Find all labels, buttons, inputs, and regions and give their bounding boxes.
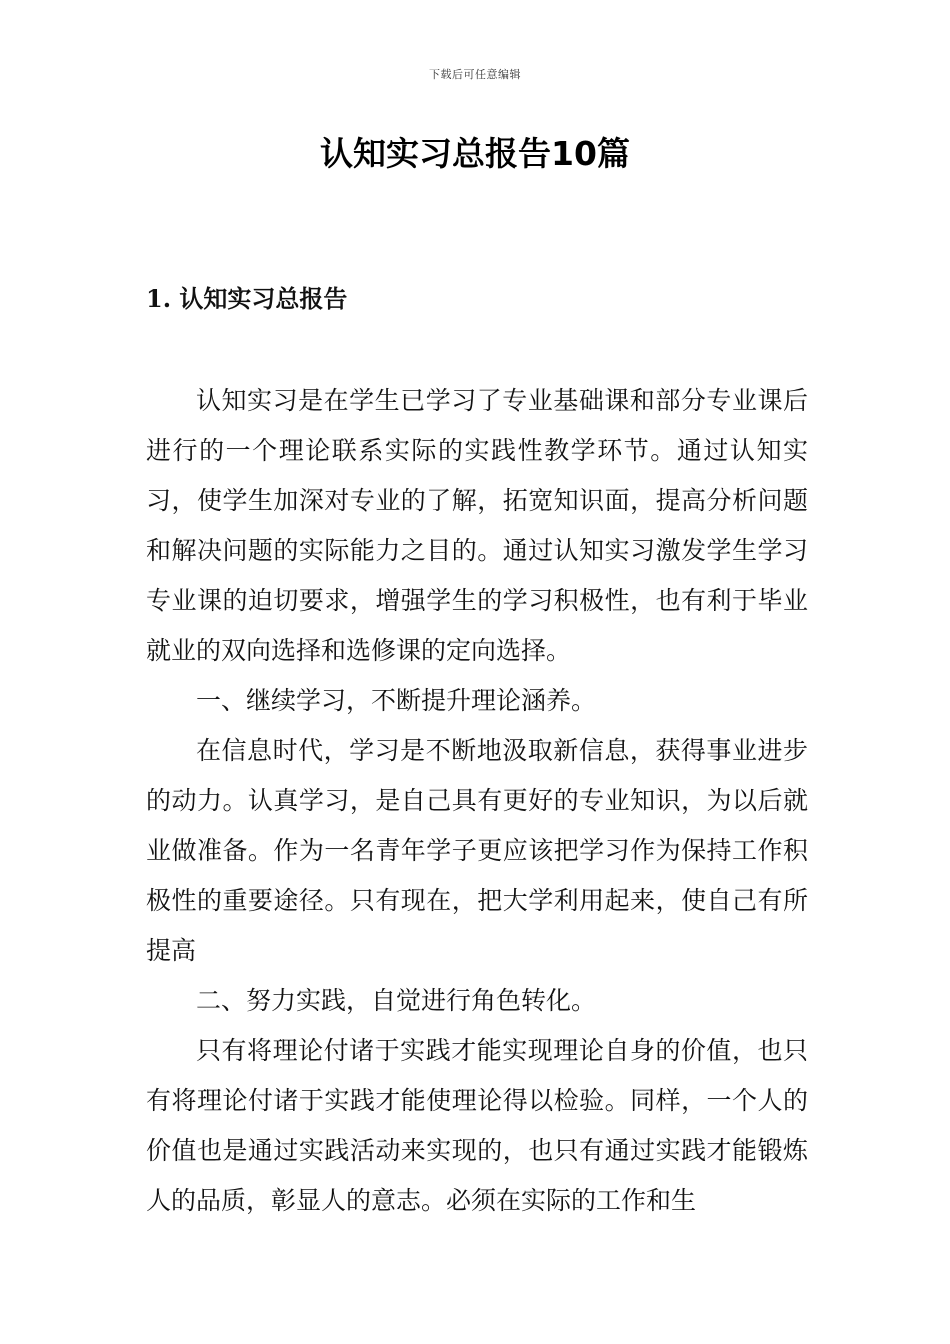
paragraph-study: 在信息时代，学习是不断地汲取新信息，获得事业进步的动力。认真学习，是自己具有更好的专业知识，为以后就业做准备。作为一名青年学子更应该把学习作为保持工作积极性的重要途径。只有现在，把大学利用起来，使自己有所提高 xyxy=(146,736,808,965)
paragraph-intro: 认知实习是在学生已学习了专业基础课和部分专业课后进行的一个理论联系实际的实践性教学环节。通过认知实习，使学生加深对专业的了解，拓宽知识面，提高分析问题和解决问题的实际能力之目的。通过认知实习激发学生学习专业课的迫切要求，增强学生的学习积极性，也有利于毕业就业的双向选择和选修课的定向选择。 xyxy=(146,386,808,665)
paragraph-practice: 只有将理论付诸于实践才能实现理论自身的价值，也只有将理论付诸于实践才能使理论得以检验。同样，一个人的价值也是通过实践活动来实现的，也只有通过实践才能锻炼人的品质，彰显人的意志。必须在实际的工作和生 xyxy=(146,1036,808,1215)
document-body xyxy=(146,376,808,1226)
document-title: 认知实习总报告10篇 xyxy=(320,134,630,173)
section-heading: 1. 认知实习总报告 xyxy=(146,284,348,313)
subheading-one: 一、继续学习，不断提升理论涵养。 xyxy=(196,686,597,715)
subheading-two: 二、努力实践，自觉进行角色转化。 xyxy=(196,986,597,1015)
header-note: 下载后可任意编辑 xyxy=(429,68,521,81)
